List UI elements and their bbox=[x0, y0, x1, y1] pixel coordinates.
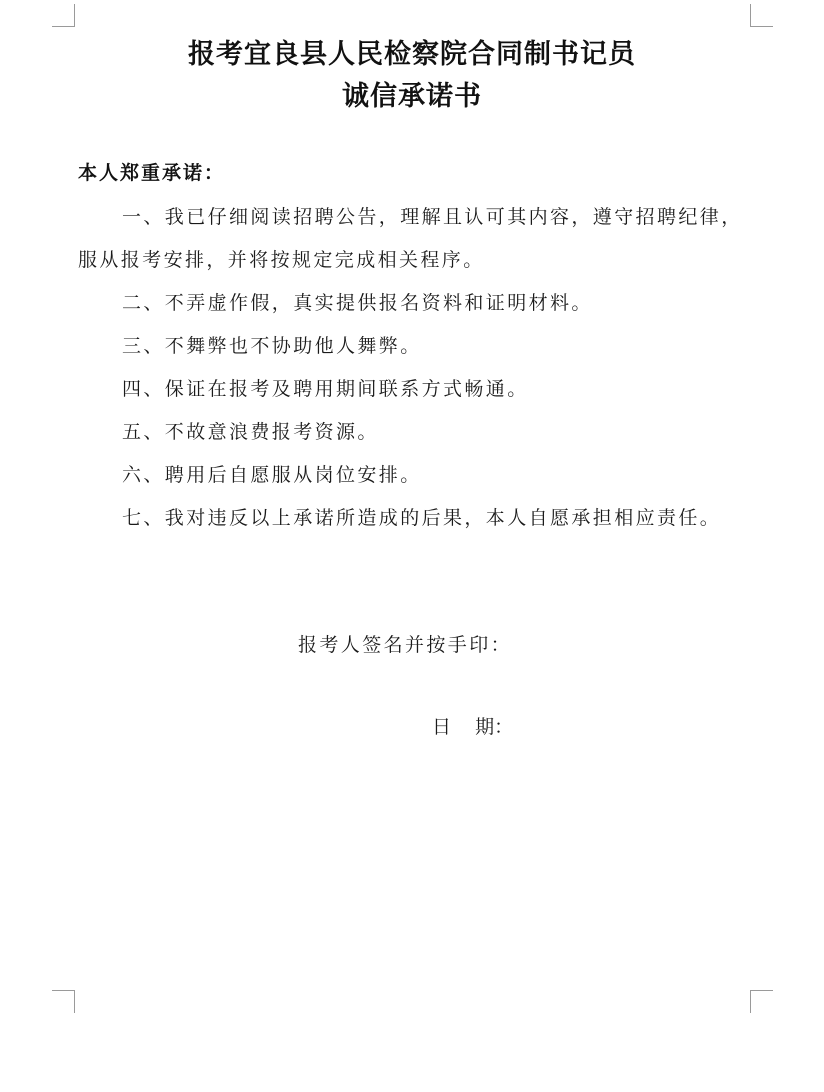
pledge-item-6: 六、聘用后自愿服从岗位安排。 bbox=[122, 464, 422, 486]
pledge-item-1-continued: 服从报考安排，并将按规定完成相关程序。 bbox=[78, 249, 485, 271]
document-title: 报考宜良县人民检察院合同制书记员 bbox=[188, 39, 636, 70]
pledge-item-7: 七、我对违反以上承诺所造成的后果，本人自愿承担相应责任。 bbox=[122, 507, 722, 529]
margin-corner-top-right bbox=[750, 4, 773, 27]
margin-corner-bottom-right bbox=[750, 990, 773, 1013]
pledge-item-1: 一、我已仔细阅读招聘公告，理解且认可其内容，遵守招聘纪律， bbox=[122, 206, 743, 228]
pledge-item-4: 四、保证在报考及聘用期间联系方式畅通。 bbox=[122, 378, 529, 400]
pledge-heading: 本人郑重承诺： bbox=[78, 162, 226, 184]
document-subtitle: 诚信承诺书 bbox=[342, 81, 482, 112]
signature-label: 报考人签名并按手印： bbox=[298, 634, 513, 656]
date-label: 日 期： bbox=[432, 716, 514, 738]
pledge-item-3: 三、不舞弊也不协助他人舞弊。 bbox=[122, 335, 422, 357]
margin-corner-top-left bbox=[52, 4, 75, 27]
pledge-item-5: 五、不故意浪费报考资源。 bbox=[122, 421, 379, 443]
pledge-item-2: 二、不弄虚作假，真实提供报名资料和证明材料。 bbox=[122, 292, 593, 314]
margin-corner-bottom-left bbox=[52, 990, 75, 1013]
